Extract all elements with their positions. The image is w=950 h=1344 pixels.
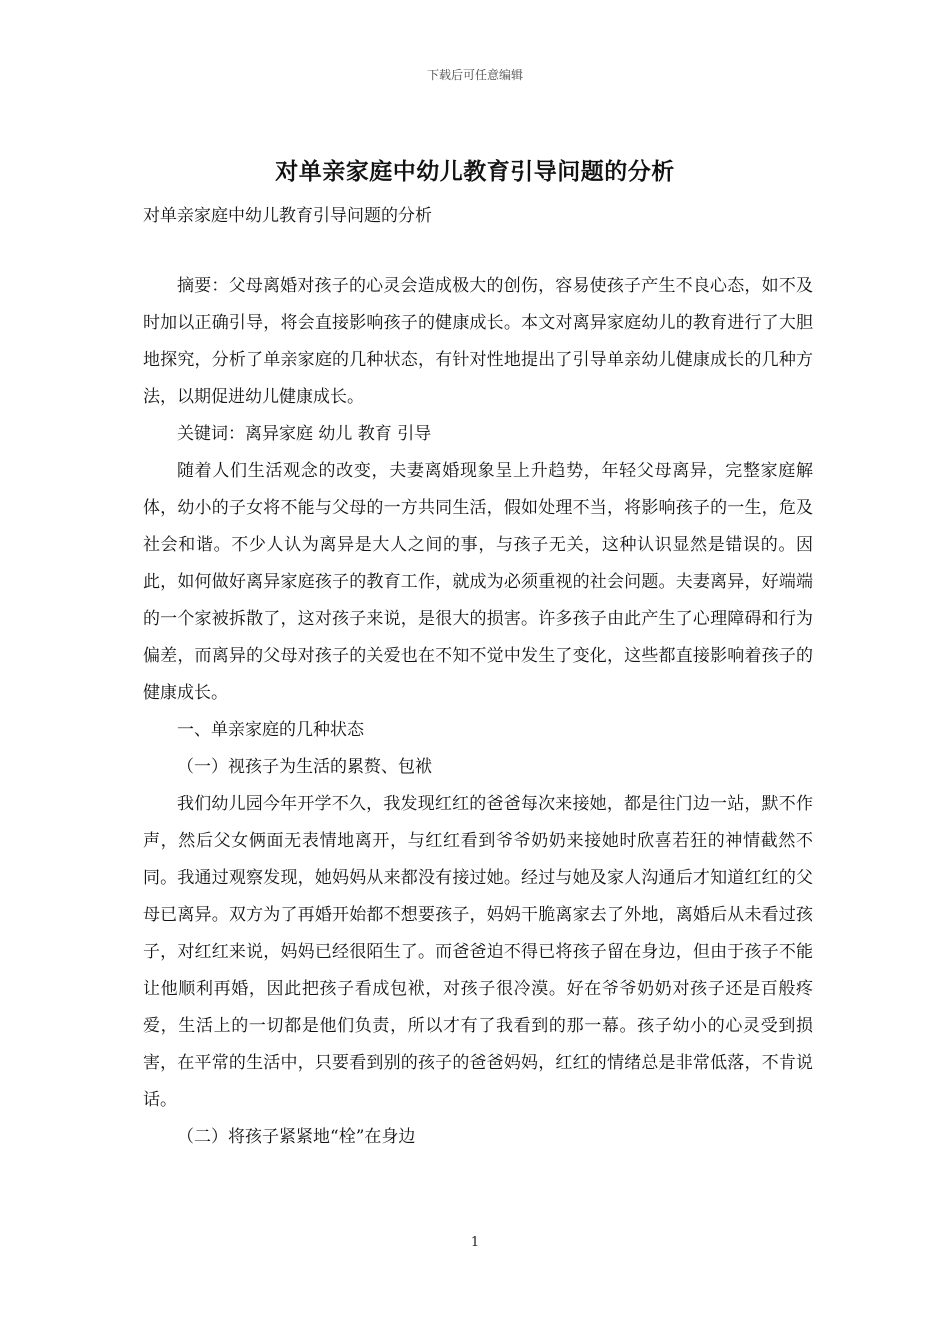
- document-subtitle: 对单亲家庭中幼儿教育引导问题的分析: [143, 206, 432, 226]
- subsection-heading-2: （二）将孩子紧紧地“栓”在身边: [177, 1127, 416, 1147]
- abstract-paragraph: 摘要：父母离婚对孩子的心灵会造成极大的创伤，容易使孩子产生不良心态，如不及时加以正确引导，将会直接影响孩子的健康成长。本文对离异家庭幼儿的教育进行了大胆地探究，分析了单亲家庭的几种状态，有针对性地提出了引导单亲幼儿健康成长的几种方法，以期促进幼儿健康成长。: [143, 276, 813, 407]
- case-paragraph: 我们幼儿园今年开学不久，我发现红红的爸爸每次来接她，都是往门边一站，默不作声，然后父女俩面无表情地离开，与红红看到爷爷奶奶来接她时欣喜若狂的神情截然不同。我通过观察发现，她妈妈从来都没有接过她。经过与她及家人沟通后才知道红红的父母已离异。双方为了再婚开始都不想要孩子，妈妈干脆离家去了外地，离婚后从未看过孩子，对红红来说，妈妈已经很陌生了。而爸爸迫不得已将孩子留在身边，但由于孩子不能让他顺利再婚，因此把孩子看成包袱，对孩子很冷漠。好在爷爷奶奶对孩子还是百般疼爱，生活上的一切都是他们负责，所以才有了我看到的那一幕。孩子幼小的心灵受到损害，在平常的生活中，只要看到别的孩子的爸爸妈妈，红红的情绪总是非常低落，不肯说话。: [143, 794, 813, 1110]
- intro-paragraph: 随着人们生活观念的改变，夫妻离婚现象呈上升趋势，年轻父母离异，完整家庭解体，幼小的子女将不能与父母的一方共同生活，假如处理不当，将影响孩子的一生，危及社会和谐。不少人认为离异是大人之间的事，与孩子无关，这种认识显然是错误的。因此，如何做好离异家庭孩子的教育工作，就成为必须重视的社会问题。夫妻离异，好端端的一个家被拆散了，这对孩子来说，是很大的损害。许多孩子由此产生了心理障碍和行为偏差，而离异的父母对孩子的关爱也在不知不觉中发生了变化，这些都直接影响着孩子的健康成长。: [143, 461, 813, 703]
- keywords-line: 关键词：离异家庭 幼儿 教育 引导: [177, 424, 432, 444]
- document-title: 对单亲家庭中幼儿教育引导问题的分析: [275, 158, 675, 185]
- subsection-heading-1: （一）视孩子为生活的累赘、包袱: [177, 757, 432, 777]
- page-number: 1: [470, 1235, 480, 1250]
- section-heading-1: 一、单亲家庭的几种状态: [177, 720, 364, 740]
- document-body: [143, 268, 813, 1156]
- page-header-note: 下载后可任意编辑: [426, 68, 523, 82]
